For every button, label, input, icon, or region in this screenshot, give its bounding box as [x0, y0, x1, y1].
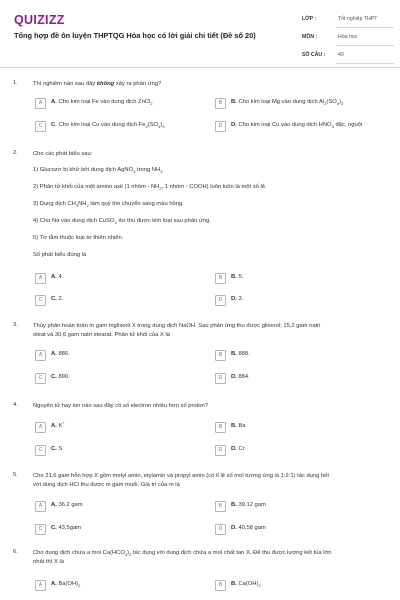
option-text: A. $Ba(OH)_2$ — [51, 581, 81, 589]
option-text: C. 890. — [51, 374, 70, 380]
option-text: B. 39,12 gam — [231, 502, 266, 508]
option-letter-box[interactable]: B — [215, 98, 226, 109]
option-letter-box[interactable]: B — [215, 580, 226, 591]
worksheet-meta — [302, 13, 398, 67]
question-text — [33, 80, 385, 89]
question-number: 1. — [13, 80, 18, 86]
option-text: C. Cho kim loại Cu vào dung dịch $Fe_2(SO_4)_3$ — [51, 122, 165, 130]
option-text: A. K+ — [51, 420, 65, 429]
option-letter-box[interactable]: D — [215, 121, 226, 132]
option-b[interactable] — [215, 422, 390, 434]
option-a[interactable] — [35, 501, 210, 513]
question-text: Nguyên tử hay ion nào sau đây có số electron nhiều hơn số proton? — [33, 403, 208, 409]
option-b[interactable] — [215, 501, 390, 513]
option-text: A. Cho kim loại Fe vào dung dịch ZnCl$_2$ — [51, 99, 153, 107]
option-text: A. 886. — [51, 351, 70, 357]
question-line: Cho 21,6 gam hỗn hợp X gồm metyl amin, etylamin và propyl amin (có tỉ lệ số mol tương ứng là 1:2:1) tác dụng hết — [33, 473, 330, 479]
option-a[interactable] — [35, 98, 210, 110]
option-c[interactable] — [35, 445, 210, 457]
option-a[interactable] — [35, 273, 210, 285]
question-text — [33, 322, 385, 340]
option-letter-box[interactable]: A — [35, 350, 46, 361]
question-number: 3. — [13, 322, 18, 328]
option-letter-box[interactable]: B — [215, 422, 226, 433]
meta-label: SỐ CÂU : — [302, 52, 326, 58]
option-letter-box[interactable]: D — [215, 524, 226, 535]
worksheet-title: Tổng hợp đề ôn luyện THPTQG Hóa học có lời giải chi tiết (Đề số 20) — [14, 31, 256, 40]
option-letter-box[interactable]: C — [35, 524, 46, 535]
question-number: 4. — [13, 402, 18, 408]
option-letter-box[interactable]: C — [35, 295, 46, 306]
option-d[interactable] — [215, 445, 390, 457]
meta-value: Hóa học — [338, 34, 358, 40]
option-letter-box[interactable]: B — [215, 273, 226, 284]
option-d[interactable] — [215, 121, 390, 133]
question-emphasis: không — [96, 81, 115, 87]
question-text: Cho các phát biểu sau: — [33, 151, 93, 157]
question-line: với dung dịch HCl thu được m gam muối. Giá trị của m là — [33, 482, 180, 488]
option-letter-box[interactable]: A — [35, 422, 46, 433]
option-c[interactable] — [35, 121, 210, 133]
option-letter-box[interactable]: A — [35, 501, 46, 512]
meta-underline — [336, 63, 394, 64]
option-b[interactable] — [215, 273, 390, 285]
option-letter-box[interactable]: C — [35, 373, 46, 384]
meta-label: LỚP : — [302, 16, 317, 22]
meta-value: Tốt nghiệp THPT — [338, 16, 378, 22]
quizizz-logo: QUIZIZZ — [14, 13, 65, 27]
option-a[interactable] — [35, 580, 210, 592]
option-letter-box[interactable]: A — [35, 98, 46, 109]
option-text: A. 4. — [51, 274, 64, 280]
question-line: Thủy phân hoàn toàn m gam triglixerit X trong dung dịch NaOH. Sau phản ứng thu được glixerol; 15,2 gam natri — [33, 323, 321, 329]
option-text: C. 2. — [51, 296, 64, 302]
meta-underline — [336, 27, 394, 28]
option-text: B. 5. — [231, 274, 244, 280]
option-letter-box[interactable]: B — [215, 350, 226, 361]
statement-1: 1) Glucozơ bị khử bởi dung dịch AgNO$_3$ trong $NH_3$ — [33, 167, 163, 175]
question-line: nhất thì X là — [33, 559, 64, 565]
meta-value: 40 — [338, 52, 344, 58]
statement-5: 5) Tơ tằm thuộc loại tơ thiên nhiên. — [33, 235, 124, 241]
statement-2: 2) Phân tử khối của một amino axit (1 nhóm - $NH_2$, 1 nhóm - COOH) luôn luôn là một số lẻ. — [33, 184, 267, 192]
question-line: Cho dung dịch chứa a mol $Ca(HCO_3)_2$ tác dụng với dung dịch chứa a mol chất tan X. Để thu được lượng kết tủa lớn — [33, 550, 332, 558]
option-letter-box[interactable]: D — [215, 445, 226, 456]
meta-underline — [336, 45, 394, 46]
option-letter-box[interactable]: A — [35, 580, 46, 591]
option-b[interactable] — [215, 98, 390, 110]
option-b[interactable] — [215, 350, 390, 362]
question-prompt: Số phát biểu đúng là — [33, 252, 87, 258]
question-line: oleat và 30,6 gam natri stearat. Phân tử khối của X là — [33, 332, 170, 338]
option-d[interactable] — [215, 524, 390, 536]
option-c[interactable] — [35, 373, 210, 385]
option-text: C. S — [51, 446, 63, 452]
option-c[interactable] — [35, 524, 210, 536]
option-letter-box[interactable]: A — [35, 273, 46, 284]
option-text: D. Cr — [231, 446, 245, 452]
meta-row-subject — [302, 31, 398, 49]
option-letter-box[interactable]: C — [35, 121, 46, 132]
option-letter-box[interactable]: C — [35, 445, 46, 456]
option-text: B. 888. — [231, 351, 250, 357]
statement-3: 3) Dung dịch $CH_3NH_2$ làm quỳ tím chuyển sang màu hồng. — [33, 201, 184, 209]
question-text-part: xảy ra phản ứng? — [114, 81, 162, 87]
option-text: B. Cho kim loại Mg vào dung dịch $Al_2(SO_4)_3$ — [231, 99, 344, 107]
option-letter-box[interactable]: B — [215, 501, 226, 512]
option-text: C. 43,5gam — [51, 525, 81, 531]
header-divider — [0, 67, 400, 68]
option-text: D. 3. — [231, 296, 244, 302]
worksheet-header — [0, 0, 400, 66]
option-b[interactable] — [215, 580, 390, 592]
meta-row-class — [302, 13, 398, 31]
option-d[interactable] — [215, 295, 390, 307]
option-a[interactable] — [35, 422, 210, 434]
option-letter-box[interactable]: D — [215, 373, 226, 384]
option-text: D. 40,58 gam — [231, 525, 266, 531]
statement-4: 4) Cho Na vào dung dịch CuSO$_4$ dư thu được kim loại sau phản ứng. — [33, 218, 211, 226]
question-text — [33, 549, 385, 567]
question-text-part: Thí nghiệm nào sau đây — [33, 81, 97, 87]
option-text: B. $Ca(OH)_2$ — [231, 581, 261, 589]
question-text — [33, 472, 385, 490]
question-number: 2. — [13, 150, 18, 156]
option-text: B. Ba — [231, 423, 246, 429]
option-text: D. Cho kim loại Cu vào dung dịch $HNO_3$ đặc, nguội — [231, 122, 363, 130]
option-text: A. 36,2 gam — [51, 502, 83, 508]
meta-row-count — [302, 49, 398, 67]
question-number: 6. — [13, 549, 18, 555]
option-d[interactable] — [215, 373, 390, 385]
option-c[interactable] — [35, 295, 210, 307]
question-number: 5. — [13, 472, 18, 478]
meta-label: MÔN : — [302, 34, 318, 40]
option-letter-box[interactable]: D — [215, 295, 226, 306]
option-a[interactable] — [35, 350, 210, 362]
option-text: D. 884. — [231, 374, 250, 380]
